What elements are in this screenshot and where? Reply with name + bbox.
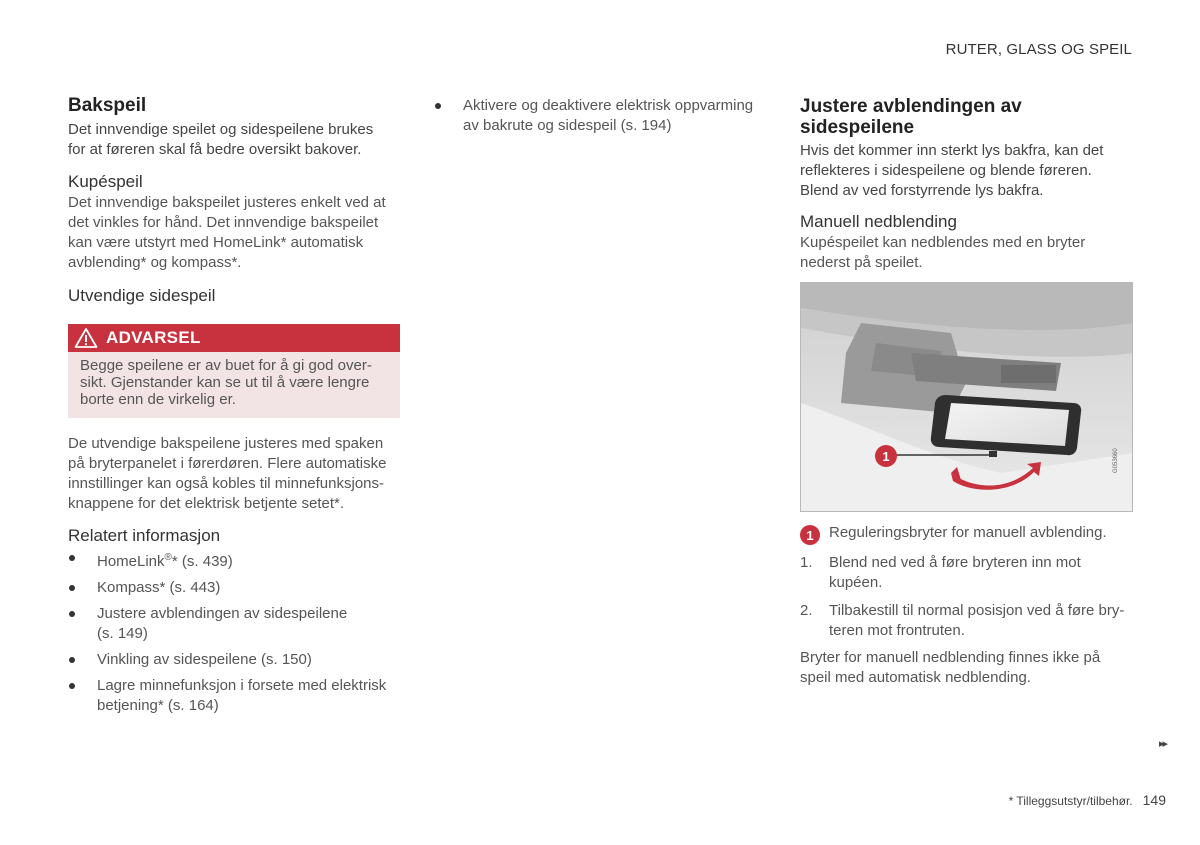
related-list xyxy=(68,548,408,722)
image-legend xyxy=(800,523,1140,545)
bullet xyxy=(69,611,75,617)
footnote: * Tilleggsutstyr/tilbehør. xyxy=(1008,794,1133,808)
step-1: 1. Blend ned ved å føre bryteren inn mot kupéen. xyxy=(800,554,1081,591)
related-link-oppvarming[interactable]: Aktivere og deaktivere elektrisk oppvarming av bakrute og sidespeil (s. 194) xyxy=(434,96,774,136)
legend-text: Reguleringsbryter for manuell avblending. xyxy=(829,524,1107,541)
utvendige-sidespeil-heading: Utvendige sidespeil xyxy=(68,286,216,305)
related-link-vinkling[interactable]: Vinkling av sidespeilene (s. 150) xyxy=(68,650,408,670)
bakspeil-heading: Bakspeil xyxy=(68,95,147,116)
justere-heading-wrap xyxy=(800,96,1133,138)
kupespeil-heading: Kupéspeil xyxy=(68,172,143,191)
related-heading-wrap xyxy=(68,526,220,546)
justere-heading-line1: Justere avblendingen av xyxy=(800,96,1022,117)
page-title xyxy=(68,95,146,116)
mirror-drawing xyxy=(801,283,1133,512)
utvendige-text: De utvendige bakspeilene justeres med spaken på bryterpanelet i førerdøren. Flere automatiske innstillinger kan også kobles til minnefunksjons- knappene for det elektrisk betjente setet*. xyxy=(68,435,387,512)
warning-text: Begge speilene er av buet for å gi god over- sikt. Gjenstander kan se ut til å være lengre borte enn de virkelig er. xyxy=(80,357,372,408)
bullet xyxy=(69,683,75,689)
justere-heading-line2: sidespeilene xyxy=(800,117,915,138)
warning-label: ADVARSEL xyxy=(106,328,201,347)
page-number: 149 xyxy=(1142,792,1166,808)
warning-box xyxy=(68,324,400,418)
step-2: 2. Tilbakestill til normal posisjon ved å føre bry- teren mot frontruten. xyxy=(800,602,1125,639)
image-code: G053660 xyxy=(1113,448,1119,473)
related-link-avblending[interactable]: Justere avblendingen av sidespeilene (s. 149) xyxy=(68,604,408,644)
bullet xyxy=(69,657,75,663)
warning-header xyxy=(68,324,400,352)
continue-arrows-icon: ▸▸ xyxy=(1158,738,1166,750)
bullet xyxy=(69,555,75,561)
related-link-kompass[interactable]: Kompass* (s. 443) xyxy=(68,578,408,598)
related-link-homelink[interactable]: HomeLink®* (s. 439) xyxy=(68,548,408,572)
mirror-illustration xyxy=(800,282,1133,512)
kupespeil-text: Det innvendige bakspeilet justeres enkelt ved at det vinkles for hånd. Det innvendige bakspeilet kan være utstyrt med HomeLink* automatisk avblending* og kompass*. xyxy=(68,194,386,271)
legend-callout-1: 1 xyxy=(800,525,820,545)
page-footer xyxy=(1009,792,1166,808)
warning-triangle-icon xyxy=(74,327,98,349)
bakspeil-intro: Det innvendige speilet og sidespeilene brukes for at føreren skal få bedre oversikt bakover. xyxy=(68,121,374,158)
related-link-minnefunksjon[interactable]: Lagre minnefunksjon i forsete med elektrisk betjening* (s. 164) xyxy=(68,676,408,716)
section-title: RUTER, GLASS OG SPEIL xyxy=(945,41,1132,58)
manual-heading-wrap xyxy=(800,212,957,232)
bullet xyxy=(69,585,75,591)
manual-text: Kupéspeilet kan nedblendes med en bryter nederst på speilet. xyxy=(800,234,1086,271)
outro-text: Bryter for manuell nedblending finnes ikke på speil med automatisk nedblending. xyxy=(800,649,1101,686)
utvendige-heading-wrap xyxy=(68,286,215,306)
manuell-nedblending-heading: Manuell nedblending xyxy=(800,212,957,231)
bullet xyxy=(435,103,441,109)
kupespeil-heading-wrap xyxy=(68,172,143,192)
col2-bullet-list xyxy=(434,96,774,142)
justere-intro: Hvis det kommer inn sterkt lys bakfra, kan det reflekteres i sidespeilene og blende føreren. Blend av ved forstyrrende lys bakfra. xyxy=(800,142,1104,199)
image-callout-1: 1 xyxy=(875,445,897,467)
steps-list xyxy=(800,553,1140,649)
related-info-heading: Relatert informasjon xyxy=(68,526,221,545)
